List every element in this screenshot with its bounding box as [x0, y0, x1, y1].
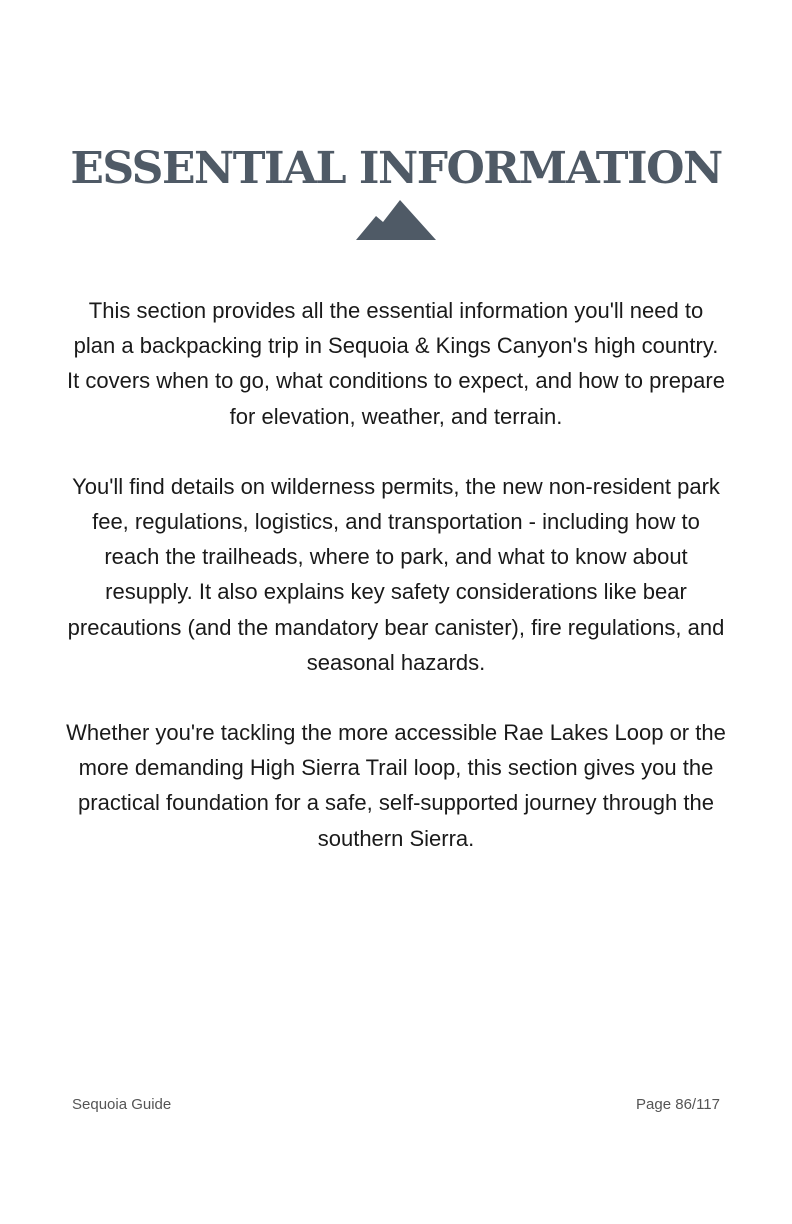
footer-page-number: Page 86/117	[636, 1096, 720, 1113]
paragraph: This section provides all the essential information you'll need to plan a backpacking trip in Sequoia & Kings Canyon's high country. It covers when to go, what conditions to expect, and how to prepare for elevation, weather, and terrain.	[67, 298, 725, 429]
paragraph: Whether you're tackling the more accessible Rae Lakes Loop or the more demanding High Sierra Trail loop, this section gives you the practical foundation for a safe, self-supported journey through the southern Sierra.	[66, 720, 726, 851]
intro-text	[66, 293, 726, 891]
footer-guide-title: Sequoia Guide	[72, 1096, 172, 1113]
mountain-icon	[356, 198, 436, 240]
paragraph: You'll find details on wilderness permits, the new non-resident park fee, regulations, logistics, and transportation - including how to reach the trailheads, where to park, and what to know about resupply. It also explains key safety considerations like bear precautions (and the mandatory bear canister), fire regulations, and seasonal hazards.	[67, 473, 725, 675]
page-title: ESSENTIAL INFORMATION	[70, 143, 722, 195]
